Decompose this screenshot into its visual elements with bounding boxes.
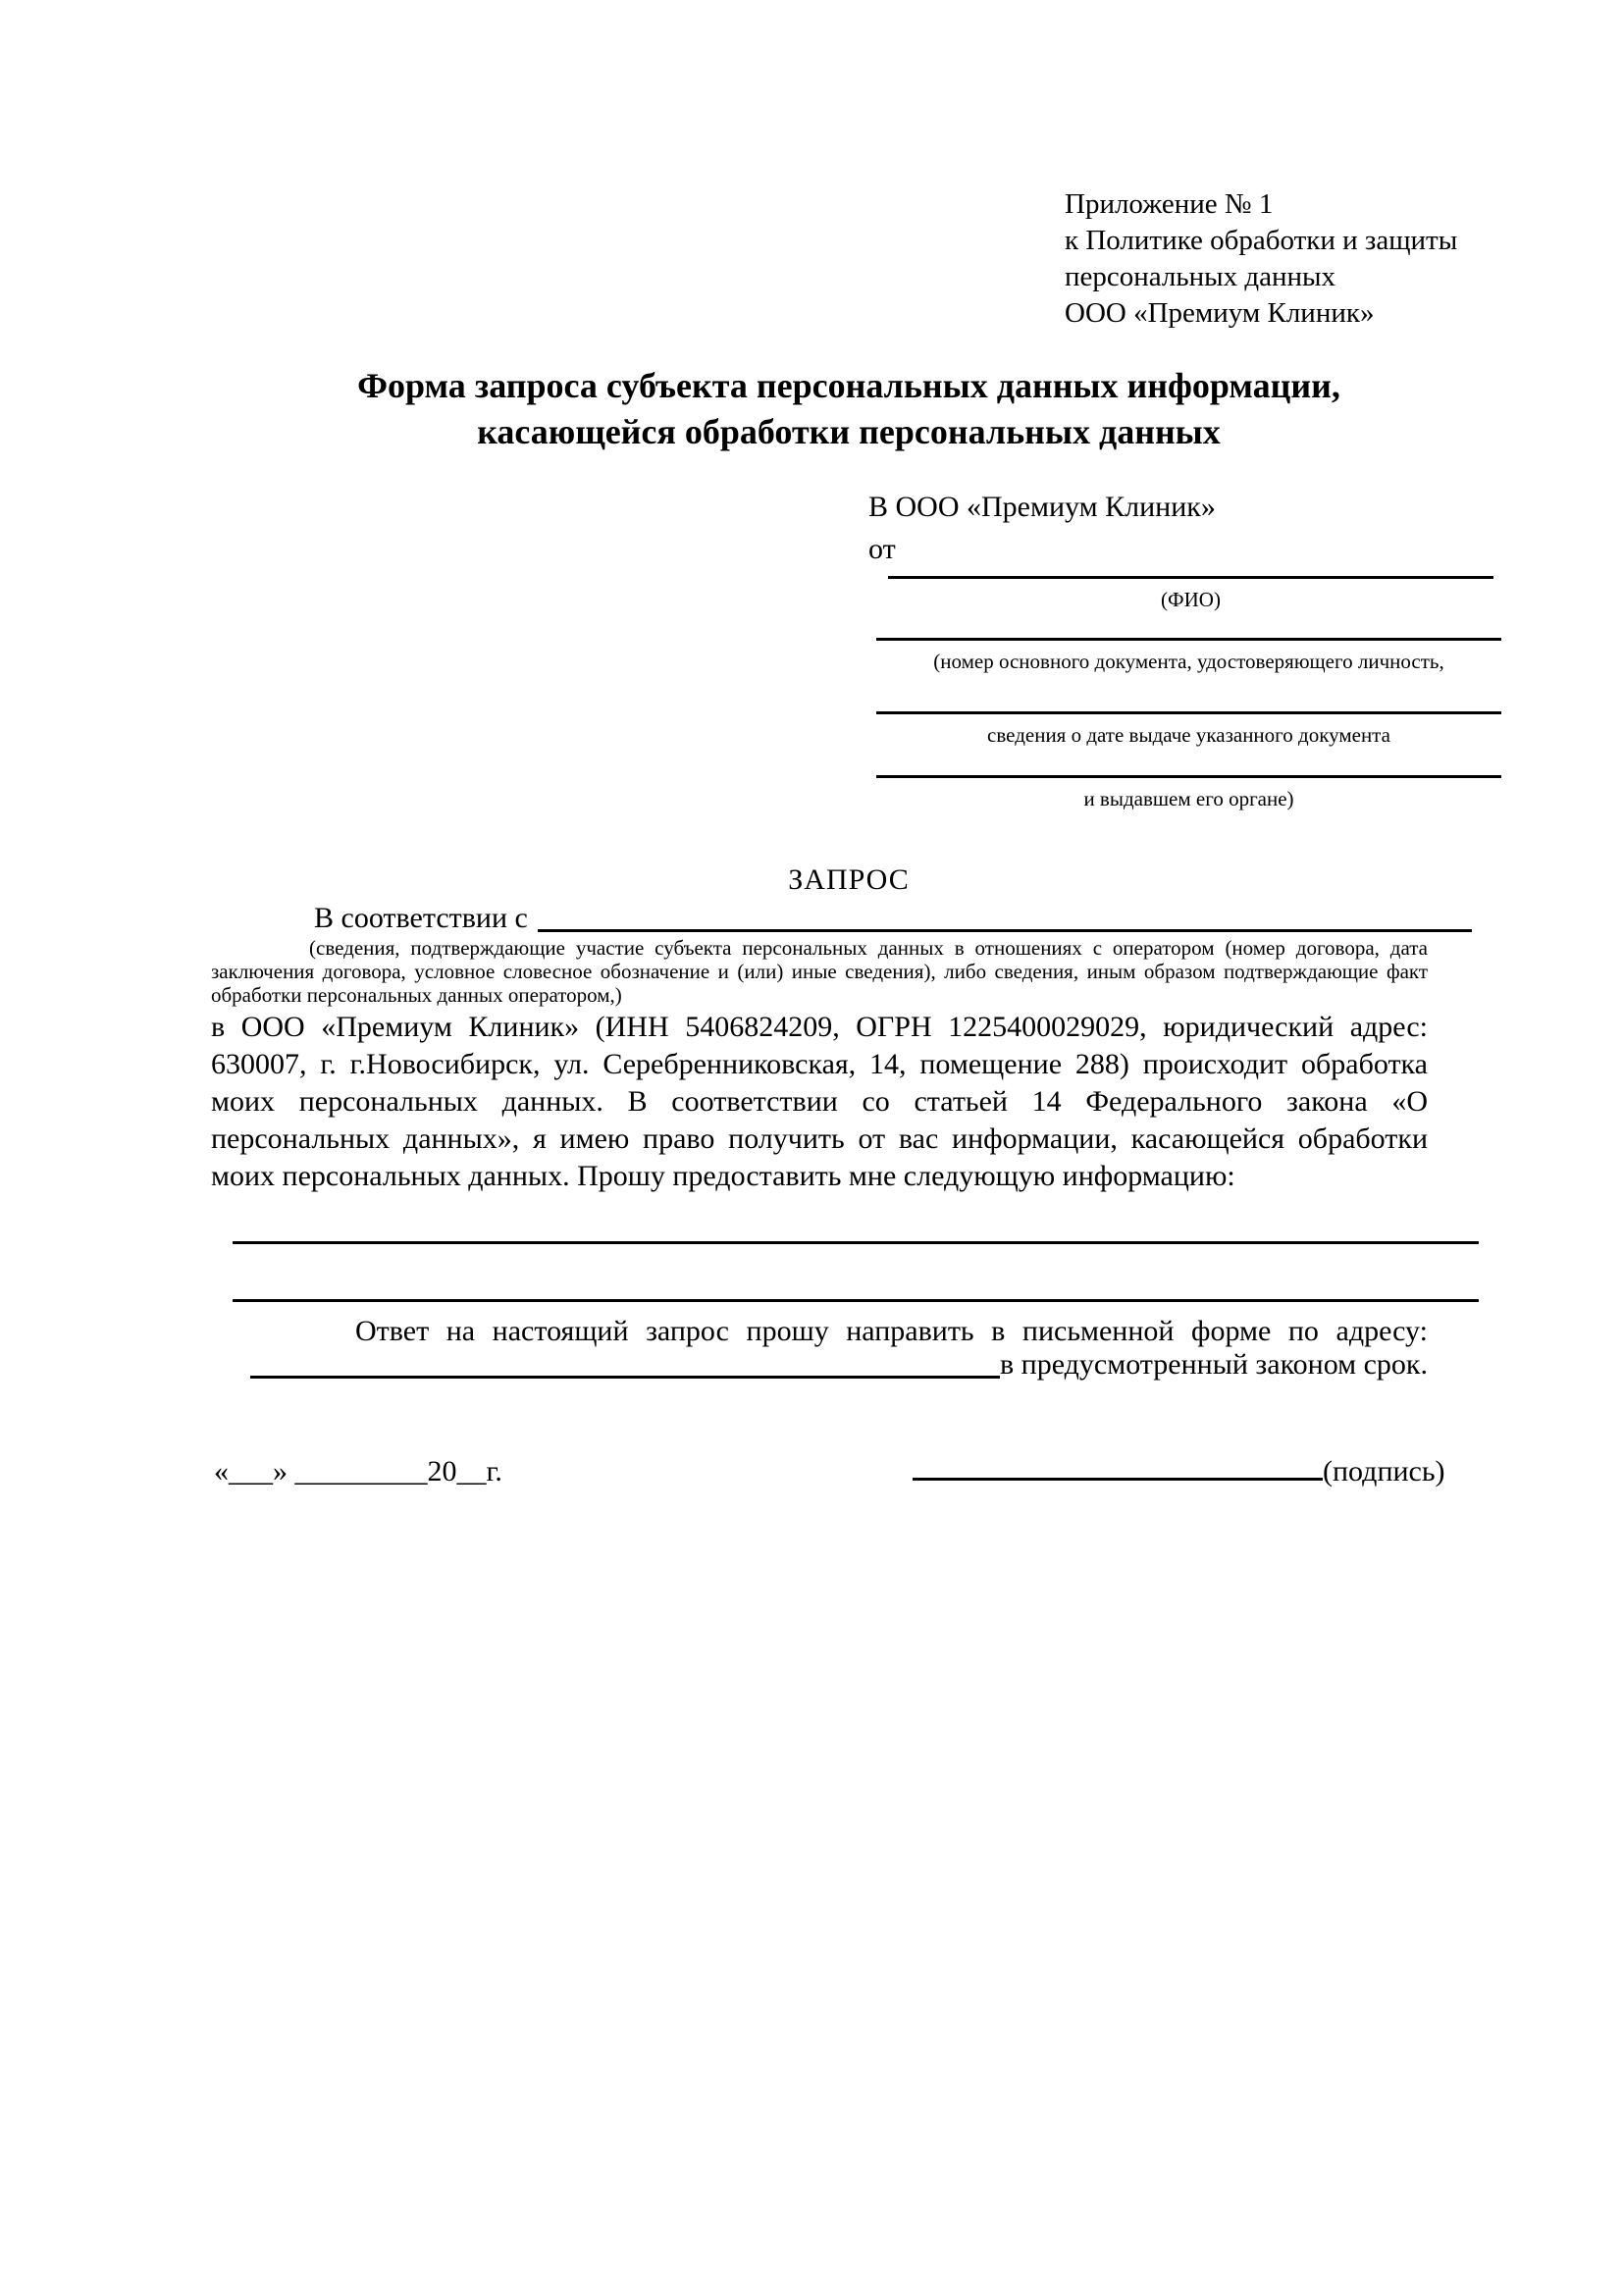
addressee-to: В ООО «Премиум Клиник» bbox=[868, 491, 1216, 523]
field-caption-document-number: (номер основного документа, удостоверяющего личность, bbox=[933, 650, 1444, 673]
field-caption-fio: (ФИО) bbox=[1161, 588, 1221, 611]
page-title-line: касающейся обработки персональных данных bbox=[477, 412, 1221, 451]
signature-row bbox=[913, 1455, 1445, 1488]
blank-line-address bbox=[250, 1376, 1000, 1379]
appendix-line: персональных данных bbox=[1065, 261, 1336, 292]
request-body-paragraph: в ООО «Премиум Клиник» (ИНН 5406824209, ОГРН 1225400029029, юридический адрес: 630007, г. г.Новосибирск, ул. Серебренниковская, 14, помещение 288) происходит обработка моих персональных данных. В соответствии со статьей 14 Федерального закона «О персональных данных», я имею право получить от вас информации, касающейся обработки моих персональных данных. Прошу предоставить мне следующую информацию: bbox=[211, 1011, 1428, 1192]
request-heading: ЗАПРОС bbox=[788, 863, 910, 896]
blank-line-information-1 bbox=[233, 1241, 1479, 1244]
accordance-line bbox=[211, 901, 1472, 936]
blank-line-document-number bbox=[876, 638, 1501, 641]
field-caption-issue-date: сведения о дате выдаче указанного документа bbox=[987, 723, 1390, 747]
reply-address-line bbox=[211, 1346, 1428, 1383]
reply-instruction-line: Ответ на настоящий запрос прошу направить в письменной форме по адресу: bbox=[355, 1315, 1428, 1347]
field-caption-issuing-authority: и выдавшем его органе) bbox=[1083, 787, 1294, 810]
date-line: «___» _________20__г. bbox=[214, 1455, 502, 1487]
signature-caption: (подпись) bbox=[1323, 1455, 1445, 1487]
accordance-label: В соответствии с bbox=[314, 902, 528, 934]
appendix-reference-block bbox=[1065, 186, 1487, 332]
addressee-from: от bbox=[868, 533, 896, 565]
reply-suffix: в предусмотренный законом срок. bbox=[1000, 1348, 1428, 1381]
blank-line-accordance bbox=[538, 929, 1472, 932]
blank-line-issue-date bbox=[876, 711, 1501, 714]
appendix-line: ООО «Премиум Клиник» bbox=[1065, 297, 1375, 329]
blank-line-signature bbox=[913, 1478, 1323, 1481]
appendix-line: к Политике обработки и защиты bbox=[1065, 225, 1458, 256]
accordance-footnote: (сведения, подтверждающие участие субъекта персональных данных в отношениях с оператором (номер договора, дата заключения договора, условное словесное обозначение и (или) иные сведения), либо сведения, иным образом подтверждающие факт обработки персональных данных оператором,) bbox=[211, 936, 1428, 1007]
appendix-line: Приложение № 1 bbox=[1065, 188, 1274, 220]
page-title bbox=[240, 363, 1457, 455]
blank-line-information-2 bbox=[233, 1299, 1479, 1302]
blank-line-fio bbox=[888, 576, 1493, 579]
blank-line-issuing-authority bbox=[876, 775, 1501, 778]
page-title-line: Форма запроса субъекта персональных данных информации, bbox=[357, 366, 1340, 405]
